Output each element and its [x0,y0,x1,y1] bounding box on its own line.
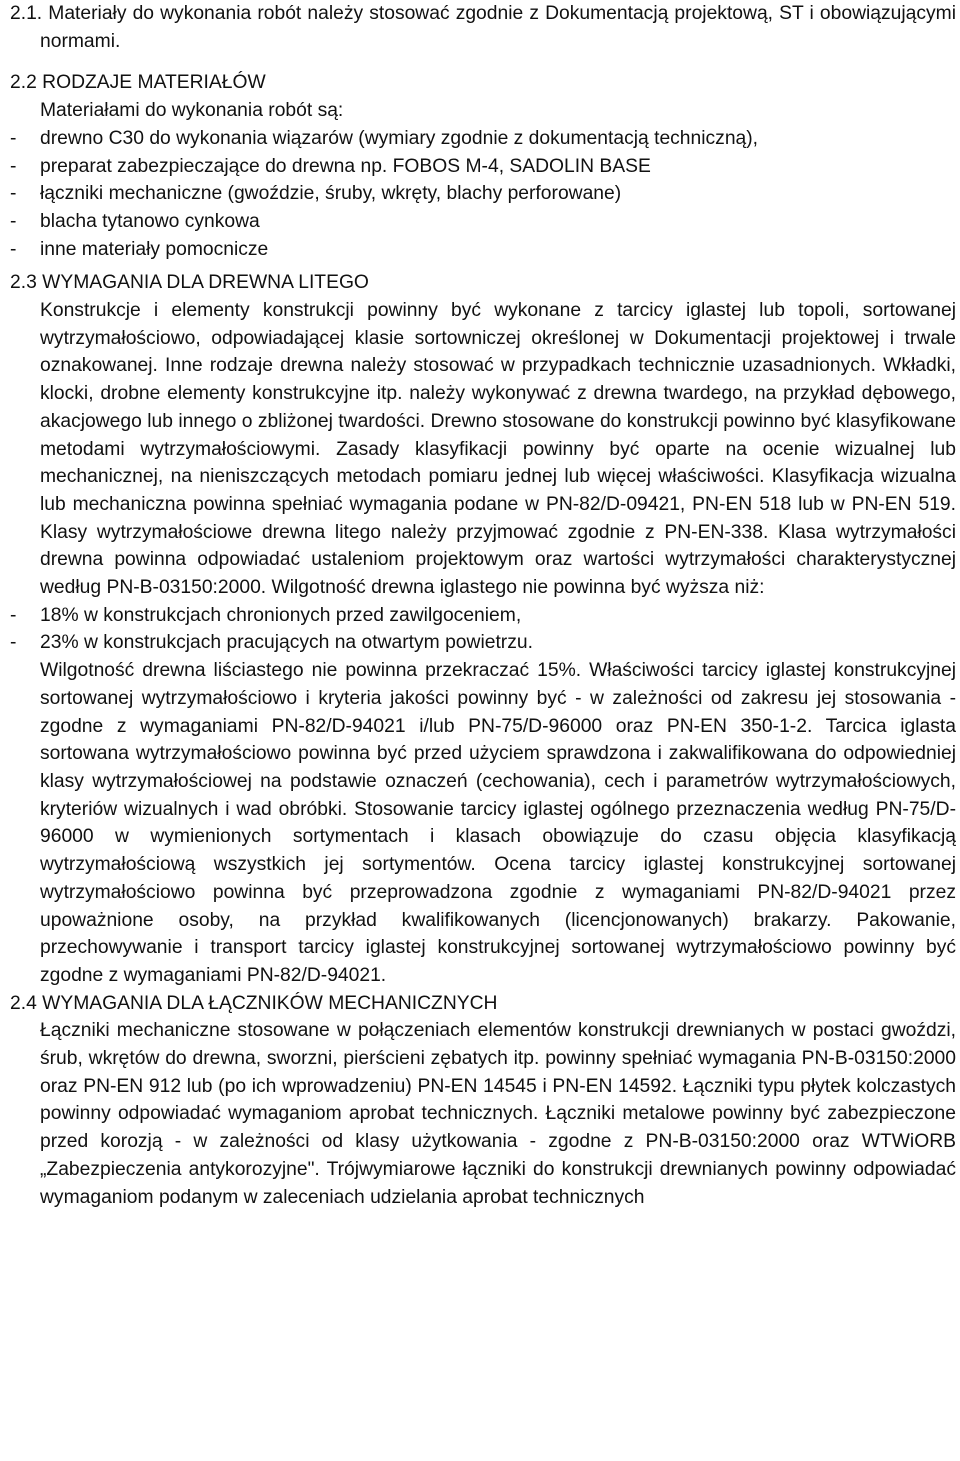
section-2-3-paragraph-2: Wilgotność drewna liściastego nie powinna przekraczać 15%. Właściwości tarcicy iglastej konstrukcyjnej sortowanej wytrzymałościowo i kryteria jakości powinny być - w zależności od zakresu jej stosowania - zgodne z wymaganiami PN-82/D-94021 i/lub PN-75/D-96000 oraz PN-EN 350-1-2. Tarcica iglasta sortowana wytrzymałościowo powinna być przed użyciem sprawdzona i zakwalifikowana do odpowiedniej klasy wytrzymałościowej na podstawie oznaczeń (cechowania), cech i parametrów wytrzymałościowych, kryteriów wizualnych i wad obróbki. Stosowanie tarcicy iglastej ogólnego przeznaczenia według PN-75/D-96000 w wymienionych sortymentach i klasach obowiązuje do czasu objęcia klasyfikacją wytrzymałościową wszystkich jej sortymentów. Ocena tarcicy iglastej konstrukcyjnej sortowanej wytrzymałościowo powinna być przeprowadzona zgodnie z wymaganiami PN-82/D-94021 przez upoważnione osoby, na przykład kwalifikowanych (licencjonowanych) brakarzy. Pakowanie, przechowywanie i transport tarcicy iglastej konstrukcyjnej sortowanej wytrzymałościowo powinny być zgodne z wymaganiami PN-82/D-94021. [40,660,956,986]
section-2-2 [10,69,956,263]
list-item [10,208,956,236]
list-dash: - [10,632,17,654]
section-2-4-heading: 2.4 WYMAGANIA DLA ŁĄCZNIKÓW MECHANICZNYCH [10,992,498,1014]
materials-list [10,125,956,264]
list-item-text: inne materiały pomocnicze [40,238,269,260]
moisture-list [10,602,956,657]
list-item-text: 18% w konstrukcjach chronionych przed zawilgoceniem, [40,604,522,626]
list-dash: - [10,183,17,205]
list-item [10,180,956,208]
list-item [10,602,956,630]
list-item-text: preparat zabezpieczające do drewna np. FOBOS M-4, SADOLIN BASE [40,155,651,177]
list-item [10,629,956,657]
list-dash: - [10,155,17,177]
list-item [10,125,956,153]
section-2-3 [10,269,956,989]
list-item-text: drewno C30 do wykonania wiązarów (wymiary zgodnie z dokumentacją techniczną), [40,127,759,149]
section-2-2-lead: Materiałami do wykonania robót są: [40,100,344,122]
list-item [10,236,956,264]
section-2-4-paragraph: Łączniki mechaniczne stosowane w połączeniach elementów konstrukcji drewnianych w postaci gwoździ, śrub, wkrętów do drewna, sworzni, pierścieni zębatych itp. powinny spełniać wymagania PN-B-03150:2000 oraz PN-EN 912 lub (po ich wprowadzeniu) PN-EN 14545 i PN-EN 14592. Łączniki typu płytek kolczastych powinny odpowiadać wymaganiom aprobat technicznych. Łączniki metalowe powinny być zabezpieczone przed korozją - w zależności od klasy użytkowania - zgodne z PN-B-03150:2000 oraz WTWiORB „Zabezpieczenia antykorozyjne". Trójwymiarowe łączniki do konstrukcji drewnianych powinny odpowiadać wymaganiom podanym w zaleceniach udzielania aprobat technicznych [40,1020,956,1208]
section-2-3-heading: 2.3 WYMAGANIA DLA DREWNA LITEGO [10,272,369,294]
list-item-text: blacha tytanowo cynkowa [40,210,260,232]
list-dash: - [10,210,17,232]
list-item [10,153,956,181]
list-item-text: 23% w konstrukcjach pracujących na otwartym powietrzu. [40,632,533,654]
list-dash: - [10,127,17,149]
list-dash: - [10,238,17,260]
list-item-text: łączniki mechaniczne (gwoździe, śruby, wkręty, blachy perforowane) [40,183,622,205]
section-2-2-heading: 2.2 RODZAJE MATERIAŁÓW [10,72,266,94]
intro-paragraph: 2.1. Materiały do wykonania robót należy stosować zgodnie z Dokumentacją projektową, ST i obowiązującymi normami. [10,3,956,52]
section-2-4 [10,990,956,1212]
section-2-3-paragraph: Konstrukcje i elementy konstrukcji powinny być wykonane z tarcicy iglastej lub topoli, sortowanej wytrzymałościowo, odpowiadającej klasie sortowniczej określonej w Dokumentacji projektowej i trwale oznakowanej. Inne rodzaje drewna należy stosować w przypadkach technicznie uzasadnionych. Wkładki, klocki, drobne elementy konstrukcyjne itp. należy wykonywać z drewna twardego, na przykład dębowego, akacjowego lub innego o zbliżonej twardości. Drewno stosowane do konstrukcji powinno być klasyfikowane metodami wytrzymałościowymi. Zasady klasyfikacji powinny być oparte na ocenie wizualnej lub mechanicznej, na nieniszczących metodach pomiaru jednej lub więcej właściwości. Klasyfikacja wizualna lub mechaniczna powinna spełniać wymagania podane w PN-82/D-09421, PN-EN 518 lub w PN-EN 519. Klasy wytrzymałościowe drewna litego należy przyjmować zgodnie z PN-EN-338. Klasa wytrzymałości drewna powinna odpowiadać ustaleniom projektowym oraz wartości wytrzymałości charakterystycznej według PN-B-03150:2000. Wilgotność drewna iglastego nie powinna być wyższa niż: [40,300,956,599]
list-dash: - [10,604,17,626]
spacer [10,55,956,69]
